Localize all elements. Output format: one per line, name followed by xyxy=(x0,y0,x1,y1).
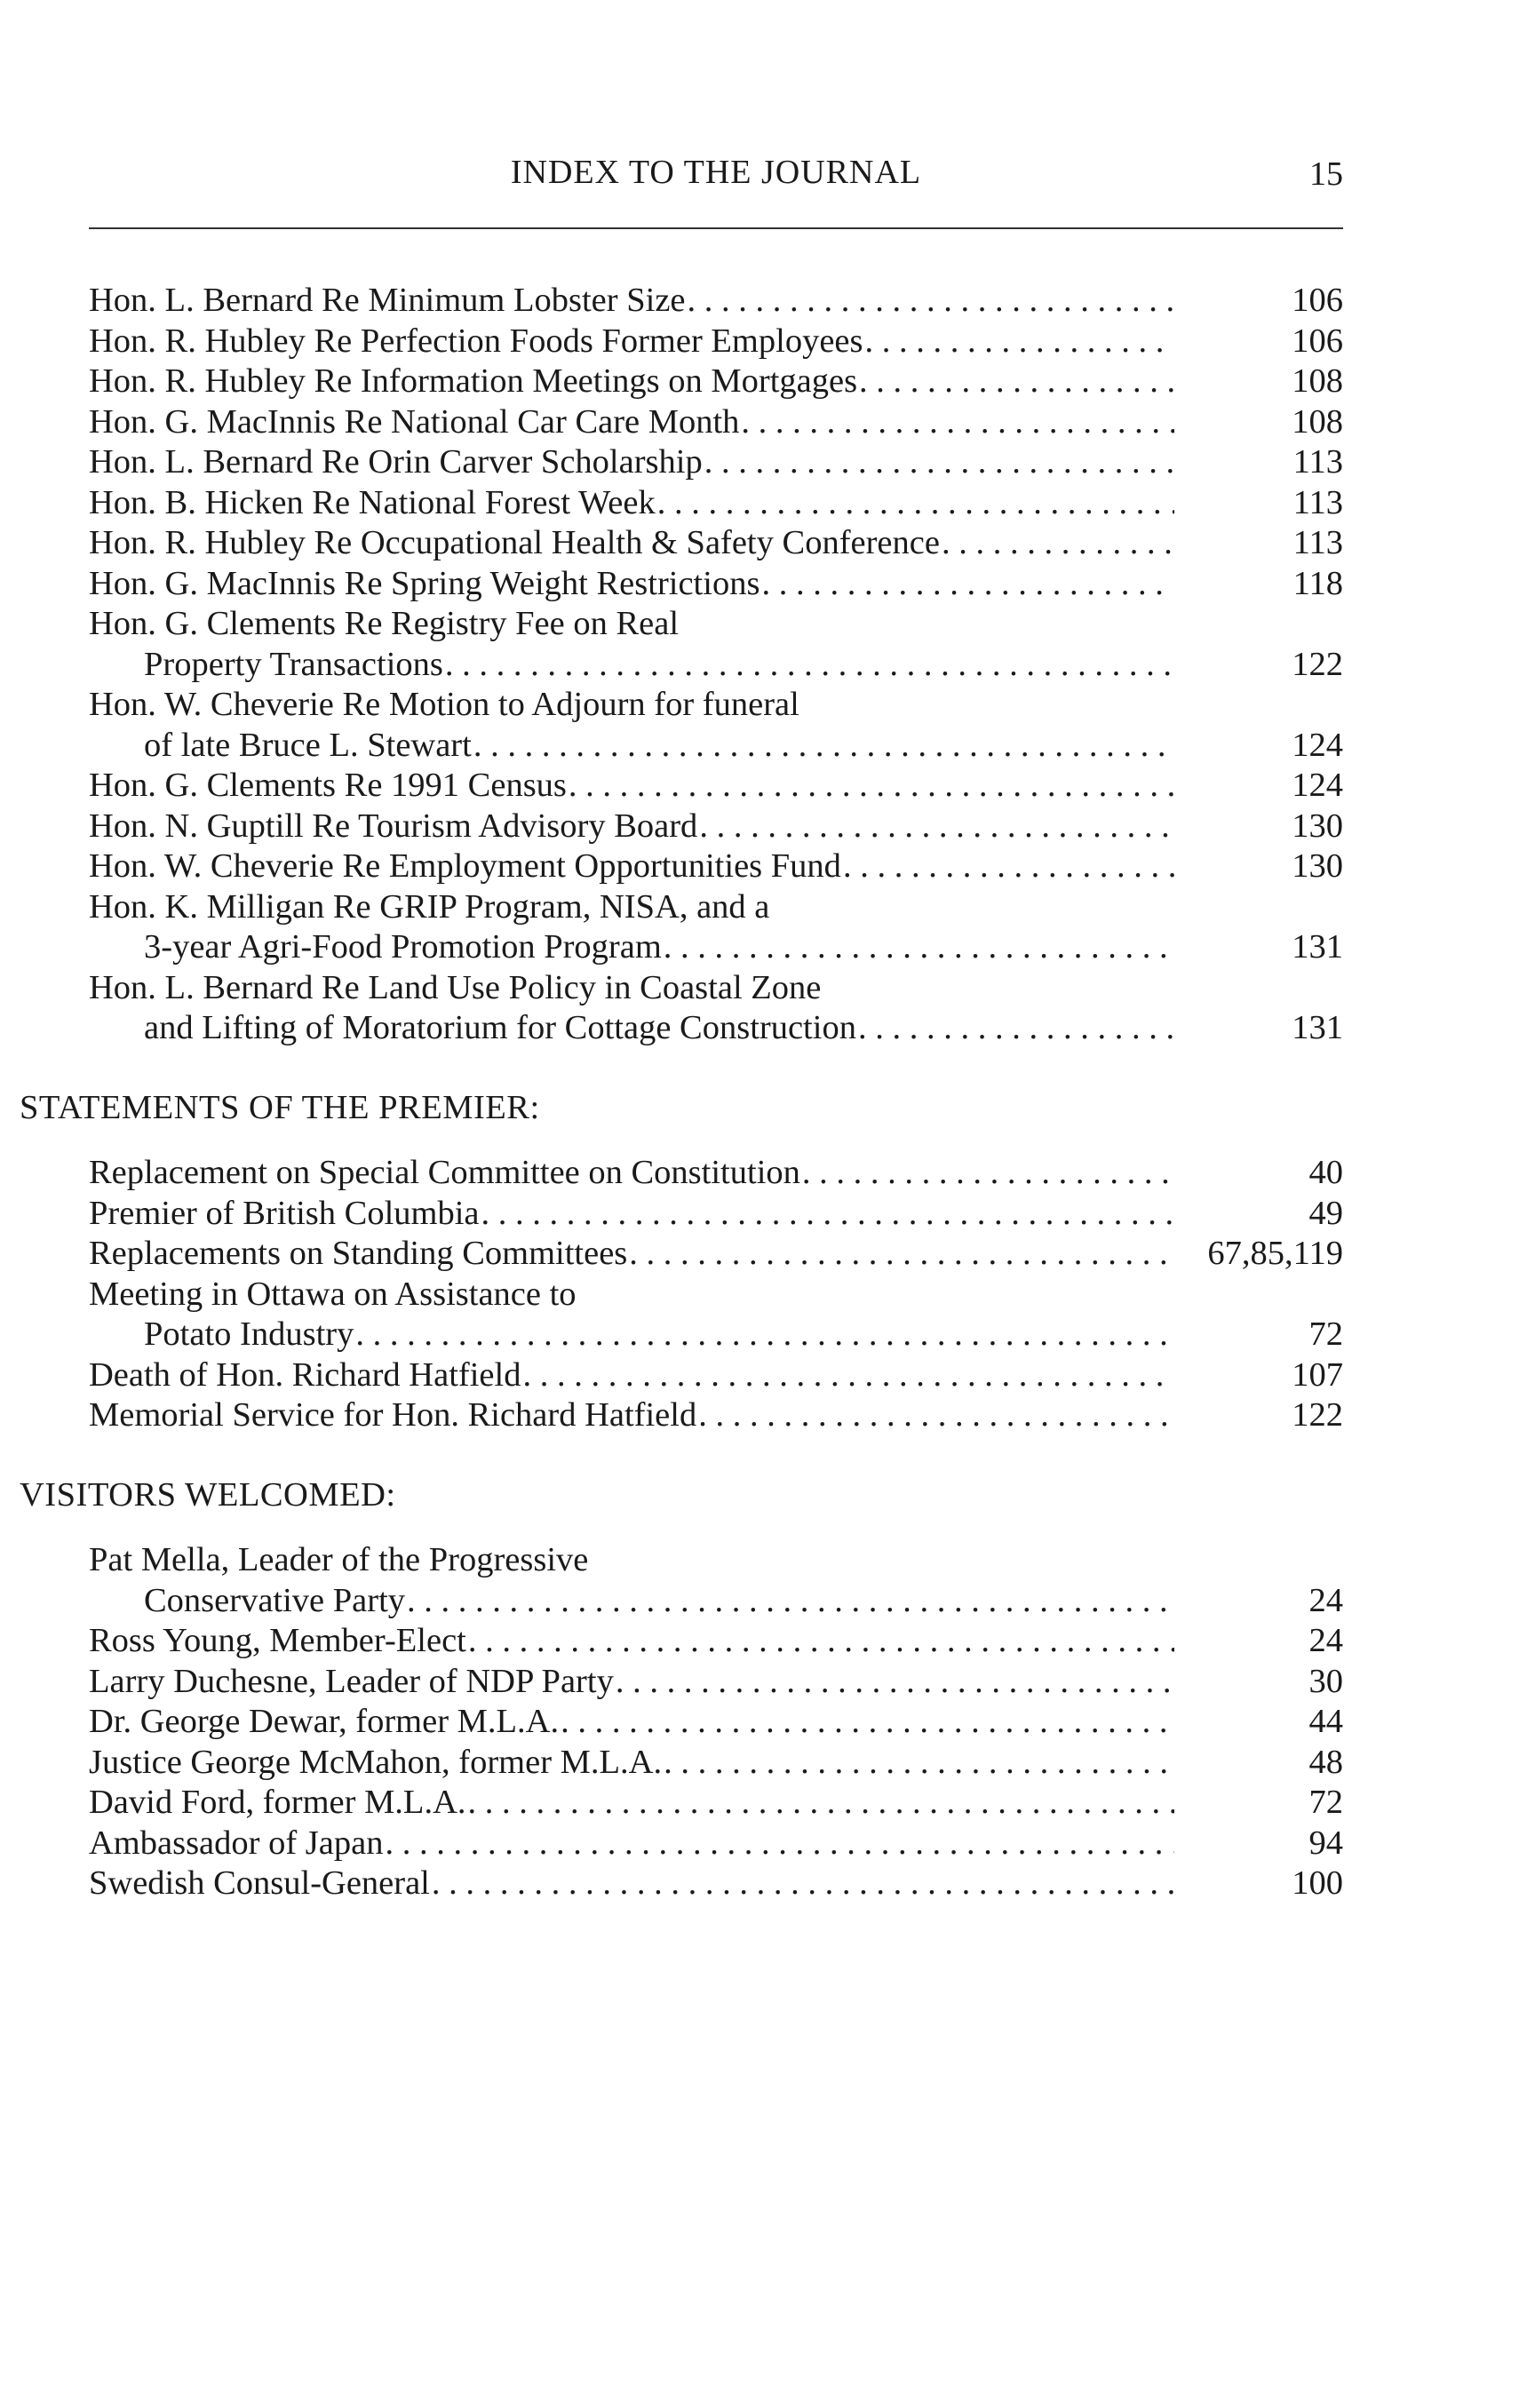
index-entry xyxy=(89,1234,1343,1275)
index-entry xyxy=(89,1864,1343,1904)
entry-page-number: 130 xyxy=(1292,807,1343,845)
dot-leader xyxy=(688,281,1175,322)
dot-leader xyxy=(741,402,1174,443)
dot-leader xyxy=(616,1662,1174,1703)
entry-line xyxy=(89,685,1343,726)
entry-continuation-line xyxy=(89,1315,1343,1355)
entry-line xyxy=(89,1234,1343,1275)
dot-leader xyxy=(664,927,1174,968)
index-entry xyxy=(89,766,1343,807)
entry-text: Hon. L. Bernard Re Orin Carver Scholarship xyxy=(89,443,703,481)
entry-page-number: 72 xyxy=(1308,1315,1343,1353)
entry-line xyxy=(89,604,1343,645)
entry-page-number: 67,85,119 xyxy=(1207,1235,1343,1272)
entry-page-number: 124 xyxy=(1292,767,1343,804)
entry-text: Hon. G. MacInnis Re Spring Weight Restrictions xyxy=(89,564,760,602)
index-entry xyxy=(89,887,1343,968)
entry-text: Property Transactions xyxy=(144,645,443,683)
entry-page-number: 107 xyxy=(1292,1355,1343,1394)
entry-line xyxy=(89,1395,1343,1436)
page-number: 15 xyxy=(1309,155,1343,193)
entry-text: Justice George McMahon, former M.L.A. xyxy=(89,1743,663,1781)
entry-text: Potato Industry xyxy=(144,1315,354,1353)
entry-continuation-line xyxy=(89,927,1343,968)
entry-text: Replacement on Special Committee on Constitution xyxy=(89,1154,800,1191)
entry-text: Hon. G. MacInnis Re National Car Care Month xyxy=(89,402,740,441)
dot-leader xyxy=(561,1702,1174,1743)
index-entry xyxy=(89,1702,1343,1743)
entry-text: Pat Mella, Leader of the Progressive xyxy=(89,1541,589,1578)
dot-leader xyxy=(522,1355,1174,1396)
index-entry xyxy=(89,281,1343,322)
entry-page-number: 100 xyxy=(1292,1864,1343,1902)
entry-continuation-line xyxy=(89,726,1343,767)
dot-leader xyxy=(355,1315,1174,1355)
index-entry xyxy=(89,322,1343,362)
entry-line xyxy=(89,564,1343,605)
dot-leader xyxy=(468,1621,1174,1662)
entry-continuation-line xyxy=(89,645,1343,686)
entry-text: Dr. George Dewar, former M.L.A. xyxy=(89,1703,560,1740)
entry-line xyxy=(89,968,1343,1009)
index-entry xyxy=(89,968,1343,1049)
entry-text: Ambassador of Japan xyxy=(89,1824,384,1862)
entry-text: Premier of British Columbia xyxy=(89,1194,480,1232)
index-entry xyxy=(89,604,1343,685)
page-header xyxy=(89,153,1343,206)
index-entry xyxy=(89,1194,1343,1235)
premier-section-heading: STATEMENTS OF THE PREMIER: xyxy=(20,1088,540,1126)
entry-line xyxy=(89,1153,1343,1194)
entry-text: Hon. N. Guptill Re Tourism Advisory Board xyxy=(89,807,698,845)
entry-line xyxy=(89,1824,1343,1864)
dot-leader xyxy=(864,322,1174,362)
entry-line xyxy=(89,483,1343,524)
entry-line xyxy=(89,766,1343,807)
index-entry xyxy=(89,442,1343,483)
index-entry xyxy=(89,1824,1343,1864)
entry-text: 3-year Agri-Food Promotion Program xyxy=(144,928,662,966)
entry-text: Hon. W. Cheverie Re Motion to Adjourn for funeral xyxy=(89,686,799,723)
index-entry xyxy=(89,1540,1343,1621)
entry-text: and Lifting of Moratorium for Cottage Construction xyxy=(144,1009,856,1046)
premier-statements-list xyxy=(89,1153,1343,1436)
entry-text: Death of Hon. Richard Hatfield xyxy=(89,1355,521,1394)
page-title: INDEX TO THE JOURNAL xyxy=(510,154,922,191)
index-entry xyxy=(89,523,1343,564)
entry-text: Ross Young, Member-Elect xyxy=(89,1622,466,1659)
entry-continuation-line xyxy=(89,1008,1343,1049)
entry-text: Conservative Party xyxy=(144,1581,406,1619)
entry-line xyxy=(89,523,1343,564)
entry-page-number: 113 xyxy=(1292,483,1343,521)
entry-line xyxy=(89,402,1343,443)
index-entry xyxy=(89,1275,1343,1355)
visitors-section-heading: VISITORS WELCOMED: xyxy=(20,1475,396,1514)
dot-leader xyxy=(407,1581,1174,1622)
entry-page-number: 30 xyxy=(1308,1662,1343,1700)
entry-line xyxy=(89,1662,1343,1703)
dot-leader xyxy=(761,564,1174,605)
index-entry xyxy=(89,402,1343,443)
entry-continuation-line xyxy=(89,1581,1343,1622)
entry-page-number: 113 xyxy=(1292,443,1343,481)
dot-leader xyxy=(657,483,1174,524)
entry-page-number: 44 xyxy=(1308,1703,1343,1740)
entry-text: Hon. G. Clements Re Registry Fee on Real xyxy=(89,605,680,642)
entry-line xyxy=(89,322,1343,362)
dot-leader xyxy=(629,1234,1174,1275)
entry-text: Hon. R. Hubley Re Perfection Foods Former Employees xyxy=(89,322,863,360)
entry-page-number: 122 xyxy=(1292,645,1343,683)
entry-line xyxy=(89,887,1343,928)
entry-page-number: 72 xyxy=(1308,1784,1343,1821)
dot-leader xyxy=(942,523,1174,564)
entry-text: Hon. G. Clements Re 1991 Census xyxy=(89,767,567,804)
index-entry xyxy=(89,362,1343,402)
dot-leader xyxy=(432,1864,1174,1904)
dot-leader xyxy=(802,1153,1174,1194)
entry-line xyxy=(89,1783,1343,1824)
index-entry xyxy=(89,483,1343,524)
entry-line xyxy=(89,362,1343,402)
visitors-list xyxy=(89,1540,1343,1904)
dot-leader xyxy=(704,442,1174,483)
entry-line xyxy=(89,281,1343,322)
dot-leader xyxy=(698,1395,1174,1436)
entry-text: Hon. W. Cheverie Re Employment Opportunities Fund xyxy=(89,847,841,885)
entry-text: Hon. L. Bernard Re Land Use Policy in Coastal Zone xyxy=(89,968,822,1006)
entry-page-number: 24 xyxy=(1308,1622,1343,1659)
entry-line xyxy=(89,807,1343,847)
entry-page-number: 40 xyxy=(1308,1154,1343,1191)
entry-page-number: 48 xyxy=(1308,1743,1343,1781)
entry-line xyxy=(89,442,1343,483)
entry-page-number: 122 xyxy=(1292,1396,1343,1434)
index-entry xyxy=(89,1395,1343,1436)
index-entry xyxy=(89,1783,1343,1824)
entry-page-number: 49 xyxy=(1308,1194,1343,1232)
dot-leader xyxy=(445,645,1174,686)
entry-page-number: 94 xyxy=(1308,1824,1343,1862)
dot-leader xyxy=(859,362,1174,402)
entry-text: Hon. B. Hicken Re National Forest Week xyxy=(89,483,656,521)
dot-leader xyxy=(473,726,1174,767)
entry-line xyxy=(89,1702,1343,1743)
index-content xyxy=(20,281,1343,1904)
index-entry xyxy=(89,1355,1343,1396)
dot-leader xyxy=(699,807,1174,847)
entry-text: Meeting in Ottawa on Assistance to xyxy=(89,1275,577,1313)
dot-leader xyxy=(481,1194,1175,1235)
entry-page-number: 108 xyxy=(1292,362,1343,400)
entry-page-number: 124 xyxy=(1292,726,1343,764)
dot-leader xyxy=(385,1824,1174,1864)
entry-page-number: 130 xyxy=(1292,847,1343,885)
entry-text: Memorial Service for Hon. Richard Hatfield xyxy=(89,1396,697,1434)
entry-line xyxy=(89,1275,1343,1315)
entry-line xyxy=(89,1540,1343,1581)
index-entry xyxy=(89,846,1343,887)
entry-text: Replacements on Standing Committees xyxy=(89,1235,628,1272)
entry-line xyxy=(89,1864,1343,1904)
index-entry xyxy=(89,1153,1343,1194)
entry-page-number: 106 xyxy=(1292,282,1343,319)
index-entry xyxy=(89,1621,1343,1662)
entry-line xyxy=(89,1743,1343,1784)
index-entry xyxy=(89,685,1343,766)
ministerial-statements-list xyxy=(89,281,1343,1049)
index-entry xyxy=(89,1743,1343,1784)
entry-text: Hon. R. Hubley Re Occupational Health & Safety Conference xyxy=(89,524,940,561)
entry-line xyxy=(89,1621,1343,1662)
entry-page-number: 24 xyxy=(1308,1581,1343,1619)
entry-line xyxy=(89,1355,1343,1396)
entry-page-number: 108 xyxy=(1292,402,1343,441)
entry-page-number: 118 xyxy=(1292,564,1343,602)
index-entry xyxy=(89,1662,1343,1703)
dot-leader xyxy=(569,766,1174,807)
entry-page-number: 113 xyxy=(1292,524,1343,561)
entry-text: of late Bruce L. Stewart xyxy=(144,726,472,764)
dot-leader xyxy=(664,1743,1174,1784)
entry-page-number: 131 xyxy=(1292,928,1343,966)
entry-page-number: 131 xyxy=(1292,1009,1343,1046)
entry-text: Hon. R. Hubley Re Information Meetings on Mortgages xyxy=(89,362,858,400)
entry-text: Swedish Consul-General xyxy=(89,1864,430,1902)
dot-leader xyxy=(858,1008,1174,1049)
header-divider xyxy=(89,227,1343,229)
entry-text: Hon. L. Bernard Re Minimum Lobster Size xyxy=(89,282,686,319)
index-entry xyxy=(89,807,1343,847)
entry-text: Hon. K. Milligan Re GRIP Program, NISA, and a xyxy=(89,887,770,926)
entry-line xyxy=(89,1194,1343,1235)
entry-text: David Ford, former M.L.A. xyxy=(89,1784,466,1821)
dot-leader xyxy=(843,846,1174,887)
index-entry xyxy=(89,564,1343,605)
dot-leader xyxy=(468,1783,1175,1824)
entry-line xyxy=(89,846,1343,887)
entry-text: Larry Duchesne, Leader of NDP Party xyxy=(89,1662,614,1700)
entry-page-number: 106 xyxy=(1292,322,1343,360)
